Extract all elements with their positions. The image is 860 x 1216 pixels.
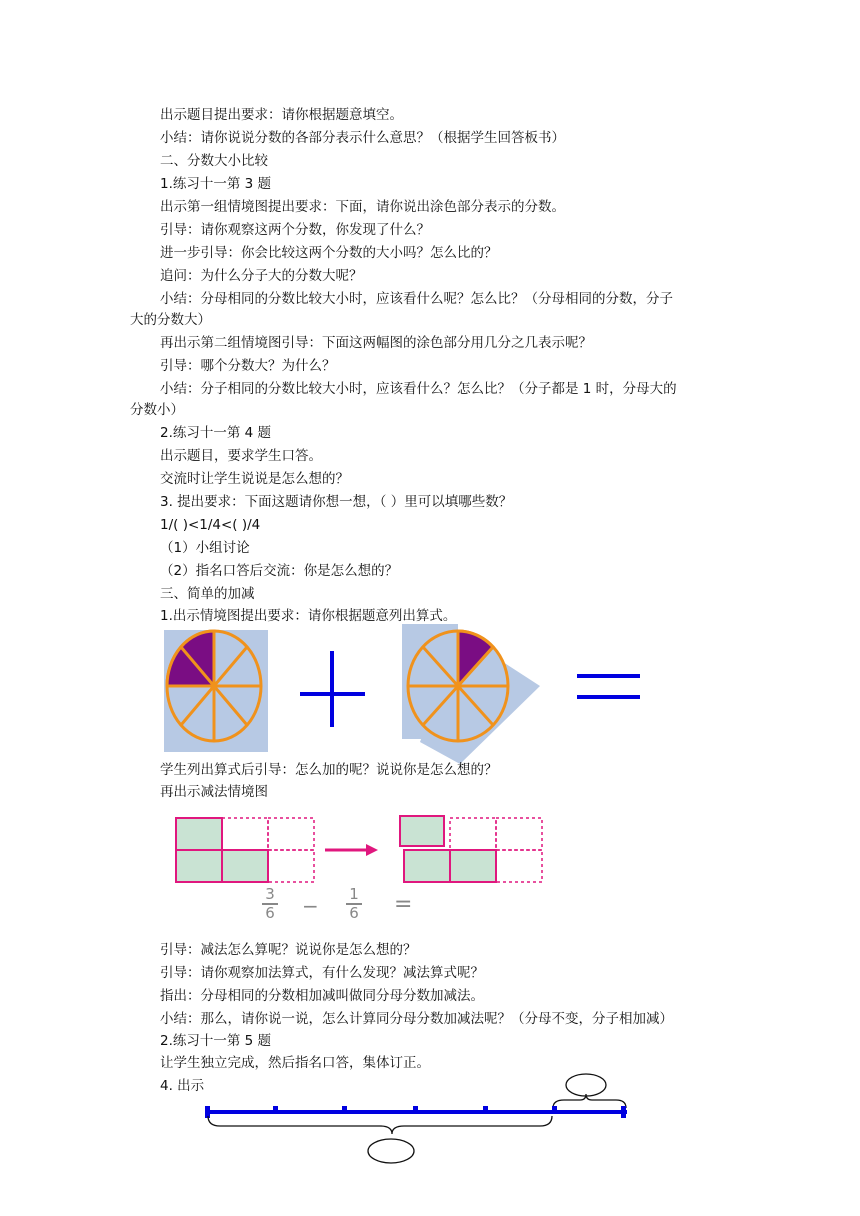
blank-oval-top [566, 1074, 606, 1096]
text-line: 交流时让学生说说是怎么想的？ [160, 471, 349, 487]
text-line: 引导：减法怎么算呢？说说你是怎么想的？ [160, 942, 417, 958]
text-line: 让学生独立完成，然后指名口答，集体订正。 [160, 1055, 430, 1071]
text-line: 出示题目，要求学生口答。 [160, 448, 322, 464]
denominator: 6 [265, 904, 275, 922]
subtraction-expression [260, 886, 460, 924]
text-line: 进一步引导：你会比较这两个分数的大小吗？怎么比的？ [160, 245, 498, 261]
text-line: （1）小组讨论 [160, 540, 250, 556]
text-line: 学生列出算式后引导：怎么加的呢？说说你是怎么想的？ [160, 762, 498, 778]
section-heading: 二、分数大小比较 [160, 153, 268, 169]
text-line: 2.练习十一第 4 题 [160, 425, 272, 441]
arrow-icon [325, 844, 378, 856]
text-line: 指出：分母相同的分数相加减叫做同分母分数加减法。 [160, 988, 484, 1004]
text-line: 1.练习十一第 3 题 [160, 176, 272, 192]
text-line: 1/( )<1/4<( )/4 [160, 517, 261, 533]
denominator: 6 [349, 904, 359, 922]
text-line: 1.出示情境图提出要求：请你根据题意列出算式。 [160, 608, 457, 624]
text-line: 4. 出示 [160, 1078, 205, 1094]
text-line: 引导：请你观察加法算式，有什么发现？减法算式呢？ [160, 965, 484, 981]
number-line-figure [200, 1068, 640, 1170]
text-line: 小结：那么，请你说一说，怎么计算同分母分数加减法呢？（分母不变，分子相加减） [160, 1011, 673, 1027]
equals-sign: = [394, 892, 413, 917]
text-line: 大的分数大） [130, 312, 211, 328]
circle-fraction-right [402, 624, 540, 764]
plus-sign [300, 651, 365, 727]
brace-bottom [208, 1116, 552, 1134]
subtraction-figure [170, 812, 560, 924]
text-line: 小结：分子相同的分数比较大小时，应该看什么？怎么比？（分子都是 1 时，分母大的 [160, 381, 677, 397]
text-line: 出示题目提出要求：请你根据题意填空。 [160, 107, 403, 123]
addition-figure [160, 624, 650, 764]
equals-sign [577, 676, 640, 697]
blank-oval-bottom [368, 1139, 414, 1163]
text-line: 出示第一组情境图提出要求：下面，请你说出涂色部分表示的分数。 [160, 199, 565, 215]
text-line: 再出示第二组情境图引导：下面这两幅图的涂色部分用几分之几表示呢？ [160, 335, 592, 351]
section-heading: 三、简单的加减 [160, 586, 255, 602]
numerator: 3 [265, 885, 275, 903]
text-line: 2.练习十一第 5 题 [160, 1033, 272, 1049]
numerator: 1 [349, 885, 359, 903]
fraction-b [344, 886, 364, 922]
grid-after [400, 816, 542, 882]
text-line: 追问：为什么分子大的分数大呢？ [160, 268, 363, 284]
circle-fraction-left [164, 630, 268, 752]
text-line: 引导：请你观察这两个分数，你发现了什么？ [160, 222, 430, 238]
text-line: 小结：分母相同的分数比较大小时，应该看什么呢？怎么比？（分母相同的分数，分子 [160, 291, 673, 307]
grid-before [176, 818, 314, 882]
text-line: （2）指名口答后交流：你是怎么想的？ [160, 563, 399, 579]
fraction-a [260, 886, 280, 922]
text-line: 分数小） [130, 402, 184, 418]
number-line [205, 1106, 627, 1118]
text-line: 引导：哪个分数大？为什么？ [160, 358, 336, 374]
text-line: 3. 提出要求：下面这题请你想一想，（ ）里可以填哪些数？ [160, 494, 513, 510]
minus-sign: − [302, 894, 319, 918]
text-line: 再出示减法情境图 [160, 784, 268, 800]
text-line: 小结：请你说说分数的各部分表示什么意思？（根据学生回答板书） [160, 130, 565, 146]
